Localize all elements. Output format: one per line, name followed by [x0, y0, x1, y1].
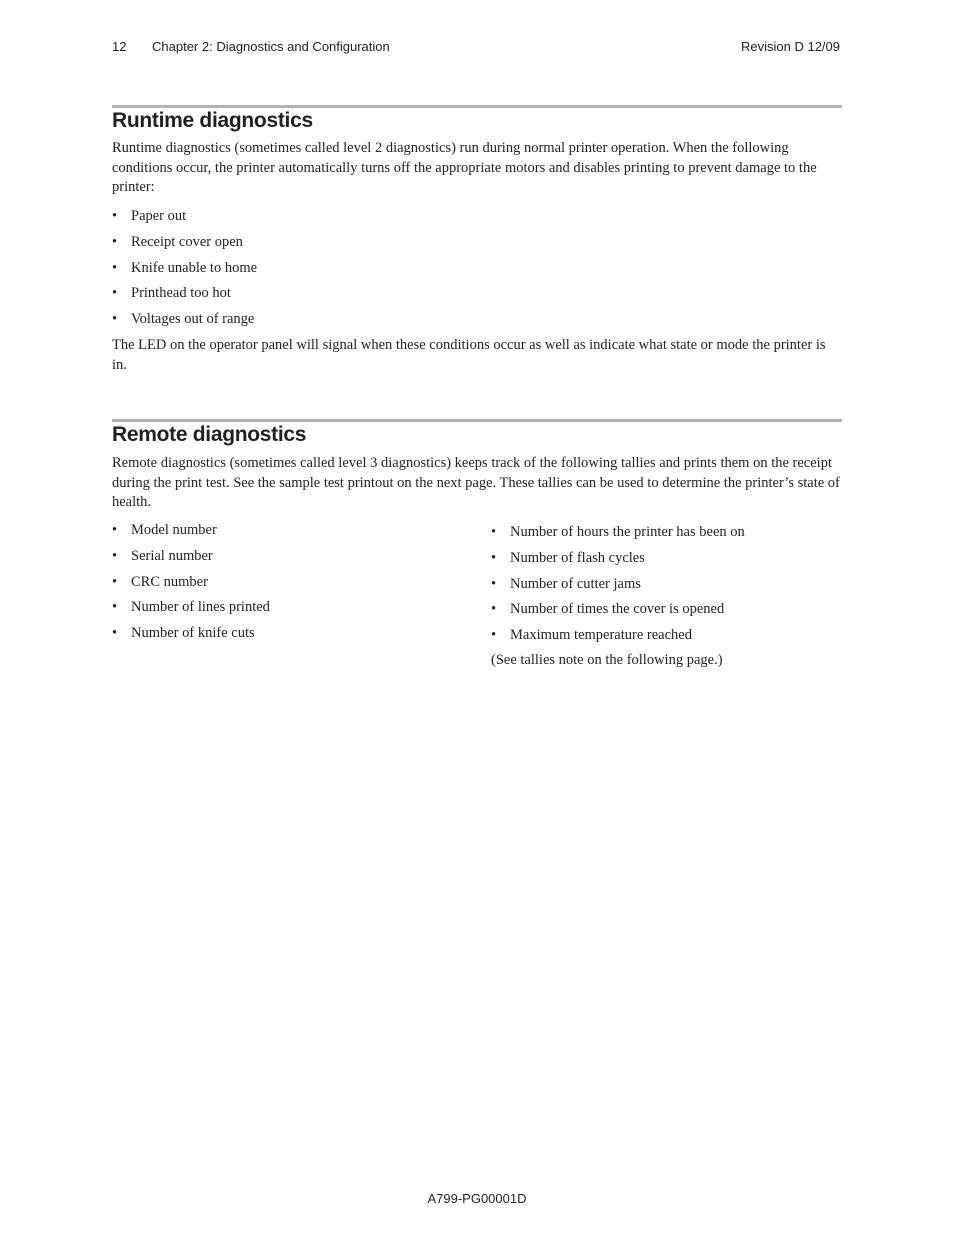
tallies-note: (See tallies note on the following page.)	[491, 652, 723, 668]
list-item: • Printhead too hot	[112, 284, 257, 310]
list-item: • Maximum temperature reached	[491, 626, 745, 652]
runtime-conditions-list	[112, 207, 257, 336]
list-item: • Receipt cover open	[112, 233, 257, 259]
section-title-remote: Remote diagnostics	[112, 423, 307, 446]
list-item: • Model number	[112, 521, 270, 547]
section-divider	[112, 419, 842, 422]
section-title-runtime: Runtime diagnostics	[112, 109, 313, 132]
list-item: • CRC number	[112, 573, 270, 599]
revision-label: Revision D 12/09	[741, 39, 840, 54]
list-item: • Number of knife cuts	[112, 624, 270, 650]
list-item: • Number of lines printed	[112, 598, 270, 624]
chapter-title: Chapter 2: Diagnostics and Configuration	[152, 39, 390, 54]
list-item: • Number of hours the printer has been on	[491, 523, 745, 549]
document-number: A799-PG00001D	[427, 1191, 527, 1206]
remote-tallies-right-list	[491, 523, 745, 652]
list-item: • Serial number	[112, 547, 270, 573]
section-divider	[112, 105, 842, 108]
list-item: • Voltages out of range	[112, 310, 257, 336]
remote-tallies-left-list	[112, 521, 270, 650]
runtime-closing: The LED on the operator panel will signal when these conditions occur as well as indicate what state or mode the printer is in.	[112, 337, 826, 373]
list-item: • Number of flash cycles	[491, 549, 745, 575]
remote-intro: Remote diagnostics (sometimes called level 3 diagnostics) keeps track of the following tallies and prints them on the receipt during the print test. See the sample test printout on the next page. These tallies can be used to determine the printer’s state of health.	[112, 455, 840, 511]
list-item: • Number of cutter jams	[491, 575, 745, 601]
list-item: • Paper out	[112, 207, 257, 233]
page-number: 12	[112, 39, 127, 54]
runtime-intro: Runtime diagnostics (sometimes called level 2 diagnostics) run during normal printer operation. When the following conditions occur, the printer automatically turns off the appropriate motors and disables printing to prevent damage to the printer:	[112, 140, 817, 196]
list-item: • Knife unable to home	[112, 259, 257, 285]
list-item: • Number of times the cover is opened	[491, 600, 745, 626]
